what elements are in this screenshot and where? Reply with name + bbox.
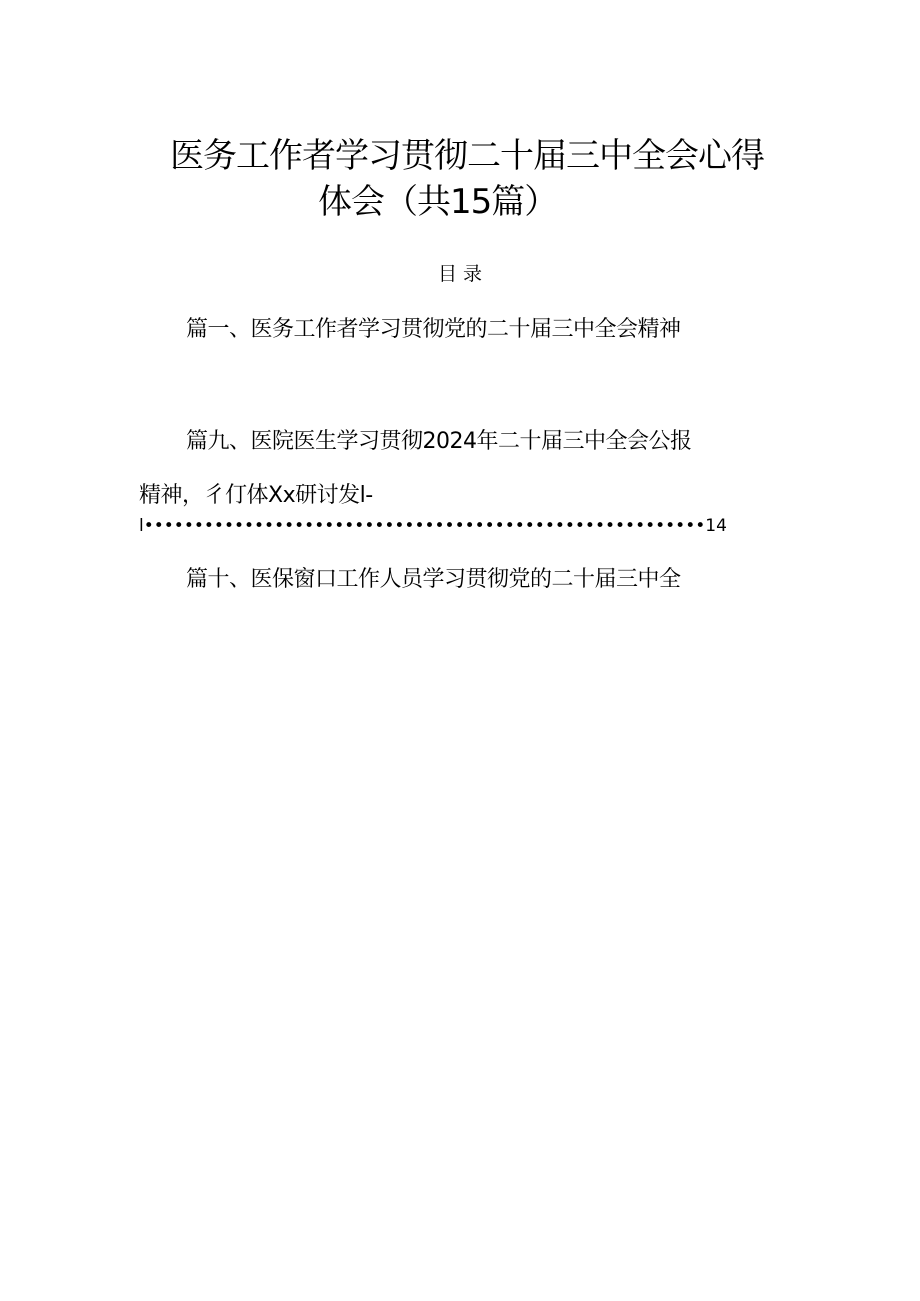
toc-entry-2-line-2: 精神，彳仃体Xx研讨发l- (139, 483, 373, 508)
toc-entry-1: 篇一、医务工作者学习贯彻党的二十届三中全会精神 (186, 317, 681, 342)
toc-heading: 目录 (438, 263, 489, 285)
toc-entry-2-leader-and-page: l••••••••••••••••••••••••••••••••••••••••••••••••••••••••14 (139, 516, 727, 536)
toc-entry-2-line-1: 篇九、医院医生学习贯彻2024年二十届三中全会公报 (186, 429, 692, 454)
toc-entry-3: 篇十、医保窗口工作人员学习贯彻党的二十届三中全 (186, 567, 681, 592)
document-title-line-1: 医务工作者学习贯彻二十届三中全会心得 (170, 136, 764, 176)
document-title-line-2: 体会（共15篇） (318, 182, 558, 222)
